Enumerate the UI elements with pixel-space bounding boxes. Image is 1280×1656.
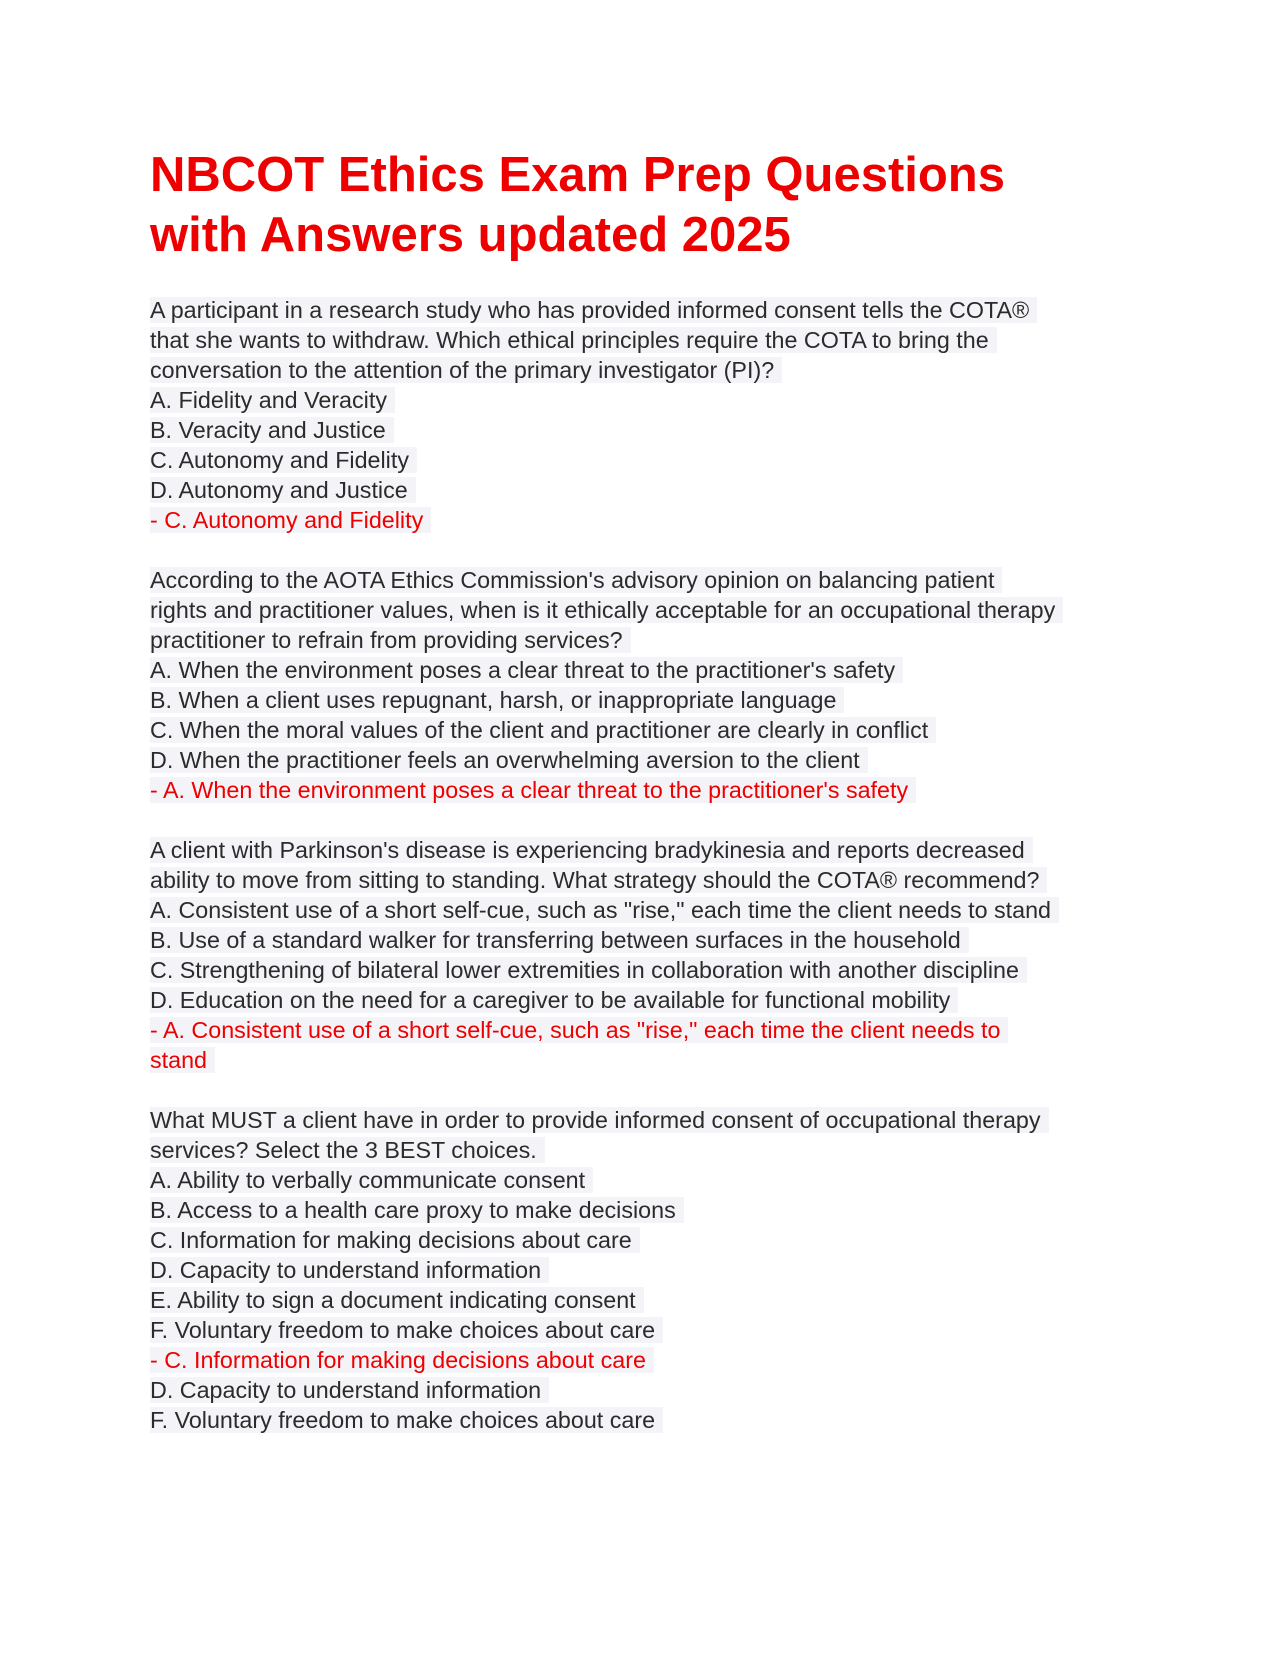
answer-option: D. Education on the need for a caregiver to be available for functional mobility [150,987,958,1013]
answer-option: C. Information for making decisions about care [150,1227,640,1253]
question-stem-line: ability to move from sitting to standing. What strategy should the COTA® recommend? [150,867,1047,893]
document-title [150,145,1150,265]
answer-option: B. Veracity and Justice [150,417,394,443]
correct-answer-continued: D. Capacity to understand information [150,1377,549,1403]
correct-answer: - A. When the environment poses a clear threat to the practitioner's safety [150,777,916,803]
question-stem-line: rights and practitioner values, when is it ethically acceptable for an occupational therapy [150,597,1063,623]
question-stem-line: According to the AOTA Ethics Commission's advisory opinion on balancing patient [150,567,1002,593]
question-block [150,835,1150,1075]
correct-answer: - C. Autonomy and Fidelity [150,507,431,533]
question-block [150,1105,1150,1435]
title-line-2: with Answers updated 2025 [150,208,791,262]
correct-answer: - C. Information for making decisions about care [150,1347,654,1373]
answer-option: D. When the practitioner feels an overwhelming aversion to the client [150,747,868,773]
question-block [150,295,1150,535]
answer-option: A. When the environment poses a clear threat to the practitioner's safety [150,657,903,683]
answer-option: B. When a client uses repugnant, harsh, or inappropriate language [150,687,844,713]
answer-option: B. Access to a health care proxy to make decisions [150,1197,684,1223]
answer-option: C. Autonomy and Fidelity [150,447,417,473]
answer-option: B. Use of a standard walker for transferring between surfaces in the household [150,927,969,953]
title-line-1: NBCOT Ethics Exam Prep Questions [150,148,1005,202]
answer-option: C. When the moral values of the client and practitioner are clearly in conflict [150,717,936,743]
correct-answer-continued: F. Voluntary freedom to make choices about care [150,1407,663,1433]
question-stem-line: services? Select the 3 BEST choices. [150,1137,545,1163]
answer-option: A. Ability to verbally communicate consent [150,1167,593,1193]
question-stem-line: that she wants to withdraw. Which ethical principles require the COTA to bring the [150,327,997,353]
answer-option: F. Voluntary freedom to make choices about care [150,1317,663,1343]
correct-answer: stand [150,1047,215,1073]
question-stem-line: A participant in a research study who has provided informed consent tells the COTA® [150,297,1037,323]
answer-option: A. Consistent use of a short self-cue, such as "rise," each time the client needs to stand [150,897,1059,923]
question-stem-line: A client with Parkinson's disease is experiencing bradykinesia and reports decreased [150,837,1033,863]
question-stem-line: What MUST a client have in order to provide informed consent of occupational therapy [150,1107,1049,1133]
question-block [150,565,1150,805]
document-page [150,145,1150,1465]
question-stem-line: conversation to the attention of the primary investigator (PI)? [150,357,782,383]
question-stem-line: practitioner to refrain from providing services? [150,627,631,653]
answer-option: D. Autonomy and Justice [150,477,416,503]
answer-option: C. Strengthening of bilateral lower extremities in collaboration with another discipline [150,957,1027,983]
answer-option: E. Ability to sign a document indicating consent [150,1287,644,1313]
answer-option: D. Capacity to understand information [150,1257,549,1283]
correct-answer: - A. Consistent use of a short self-cue, such as "rise," each time the client needs to [150,1017,1008,1043]
answer-option: A. Fidelity and Veracity [150,387,395,413]
